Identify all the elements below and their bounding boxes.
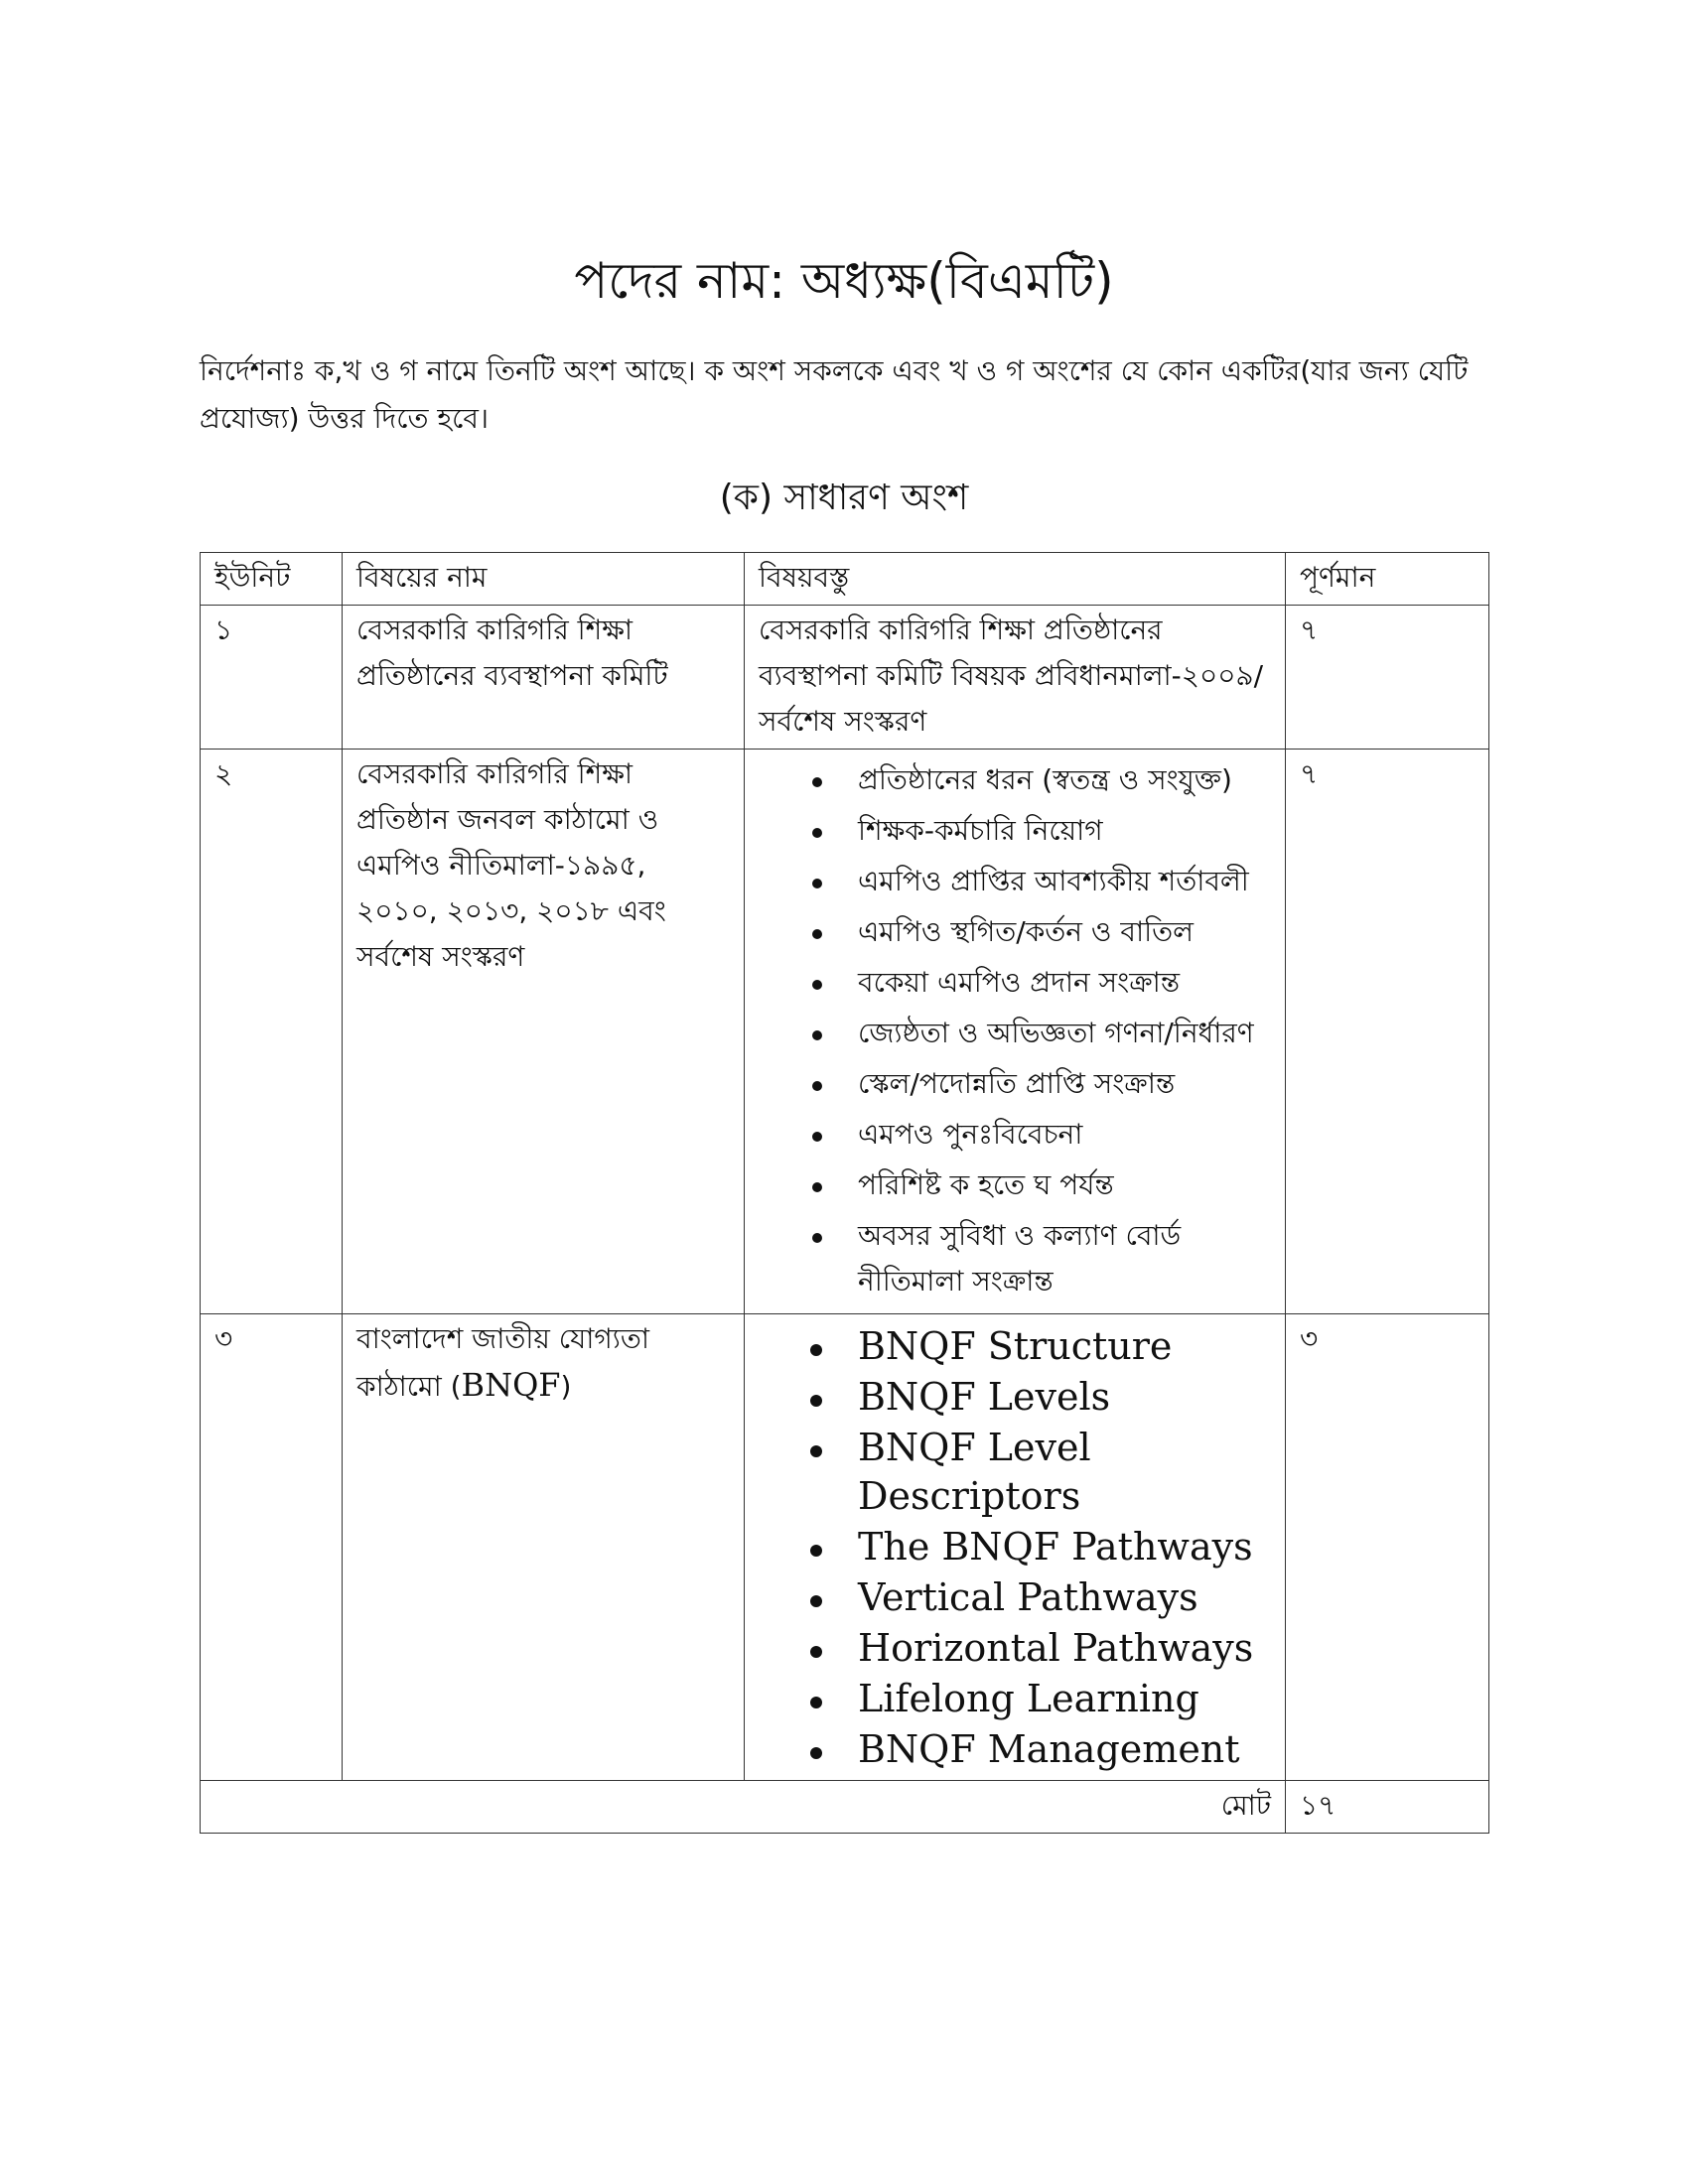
- content-cell: [745, 750, 1286, 1314]
- total-value: ১৭: [1286, 1781, 1489, 1834]
- unit-cell: ১: [201, 606, 343, 750]
- table-row: [201, 1314, 1489, 1781]
- list-item: প্রতিষ্ঠানের ধরন (স্বতন্ত্র ও সংযুক্ত): [759, 757, 1271, 803]
- list-item: শিক্ষক-কর্মচারি নিয়োগ: [759, 808, 1271, 854]
- subject-cell: [343, 1314, 745, 1781]
- unit-cell: ২: [201, 750, 343, 1314]
- list-item: পরিশিষ্ট ক হতে ঘ পর্যন্ত: [759, 1162, 1271, 1208]
- subject-suffix: ): [560, 1370, 572, 1403]
- table-header-row: [201, 553, 1489, 606]
- list-item: BNQF Structure: [759, 1322, 1271, 1371]
- list-item: এমপিও প্রাপ্তির আবশ্যকীয় শর্তাবলী: [759, 859, 1271, 904]
- unit-cell: ৩: [201, 1314, 343, 1781]
- topic-list: [759, 757, 1271, 1304]
- total-row: [201, 1781, 1489, 1834]
- list-item: BNQF Levels: [759, 1373, 1271, 1422]
- list-item: এমপিও স্থগিত/কর্তন ও বাতিল: [759, 909, 1271, 955]
- list-item: BNQF Management: [759, 1725, 1271, 1774]
- instructions-text: নির্দেশনাঃ ক,খ ও গ নামে তিনটি অংশ আছে। ক অংশ সকলকে এবং খ ও গ অংশের যে কোন একটির(যার জন্য যেটি প্রযোজ্য) উত্তর দিতে হবে।: [200, 354, 1469, 435]
- list-item: এমপও পুনঃবিবেচনা: [759, 1112, 1271, 1158]
- section-heading: (ক) সাধারণ অংশ: [719, 478, 969, 518]
- subject-cell: বেসরকারি কারিগরি শিক্ষা প্রতিষ্ঠানের ব্যবস্থাপনা কমিটি: [343, 606, 745, 750]
- page-title: পদের নাম: অধ্যক্ষ(বিএমটি): [574, 252, 1114, 310]
- table-row: [201, 606, 1489, 750]
- table-row: [201, 750, 1489, 1314]
- list-item: Horizontal Pathways: [759, 1624, 1271, 1673]
- marks-cell: ৭: [1286, 606, 1489, 750]
- content-cell: [745, 1314, 1286, 1781]
- topic-list: [759, 1322, 1271, 1774]
- header-unit: ইউনিট: [201, 553, 343, 606]
- list-item: Lifelong Learning: [759, 1675, 1271, 1723]
- list-item: বকেয়া এমপিও প্রদান সংক্রান্ত: [759, 960, 1271, 1006]
- subject-prefix: বাংলাদেশ জাতীয় যোগ্যতা কাঠামো (: [356, 1322, 649, 1403]
- list-item: The BNQF Pathways: [759, 1523, 1271, 1571]
- marks-cell: ৩: [1286, 1314, 1489, 1781]
- subject-abbr: BNQF: [461, 1366, 561, 1404]
- content-cell: বেসরকারি কারিগরি শিক্ষা প্রতিষ্ঠানের ব্যবস্থাপনা কমিটি বিষয়ক প্রবিধানমালা-২০০৯/সর্বশেষ সংস্করণ: [745, 606, 1286, 750]
- total-label: মোট: [201, 1781, 1286, 1834]
- header-subject: বিষয়ের নাম: [343, 553, 745, 606]
- list-item: BNQF Level Descriptors: [759, 1424, 1271, 1521]
- marks-cell: ৭: [1286, 750, 1489, 1314]
- syllabus-table: [200, 552, 1489, 1834]
- list-item: Vertical Pathways: [759, 1573, 1271, 1622]
- list-item: স্কেল/পদোন্নতি প্রাপ্তি সংক্রান্ত: [759, 1061, 1271, 1107]
- header-content: বিষয়বস্তু: [745, 553, 1286, 606]
- subject-cell: বেসরকারি কারিগরি শিক্ষা প্রতিষ্ঠান জনবল কাঠামো ও এমপিও নীতিমালা-১৯৯৫, ২০১০, ২০১৩, ২০১৮ এবং সর্বশেষ সংস্করণ: [343, 750, 745, 1314]
- list-item: অবসর সুবিধা ও কল্যাণ বোর্ড নীতিমালা সংক্রান্ত: [759, 1213, 1271, 1304]
- list-item: জ্যেষ্ঠতা ও অভিজ্ঞতা গণনা/নির্ধারণ: [759, 1011, 1271, 1056]
- header-marks: পূর্ণমান: [1286, 553, 1489, 606]
